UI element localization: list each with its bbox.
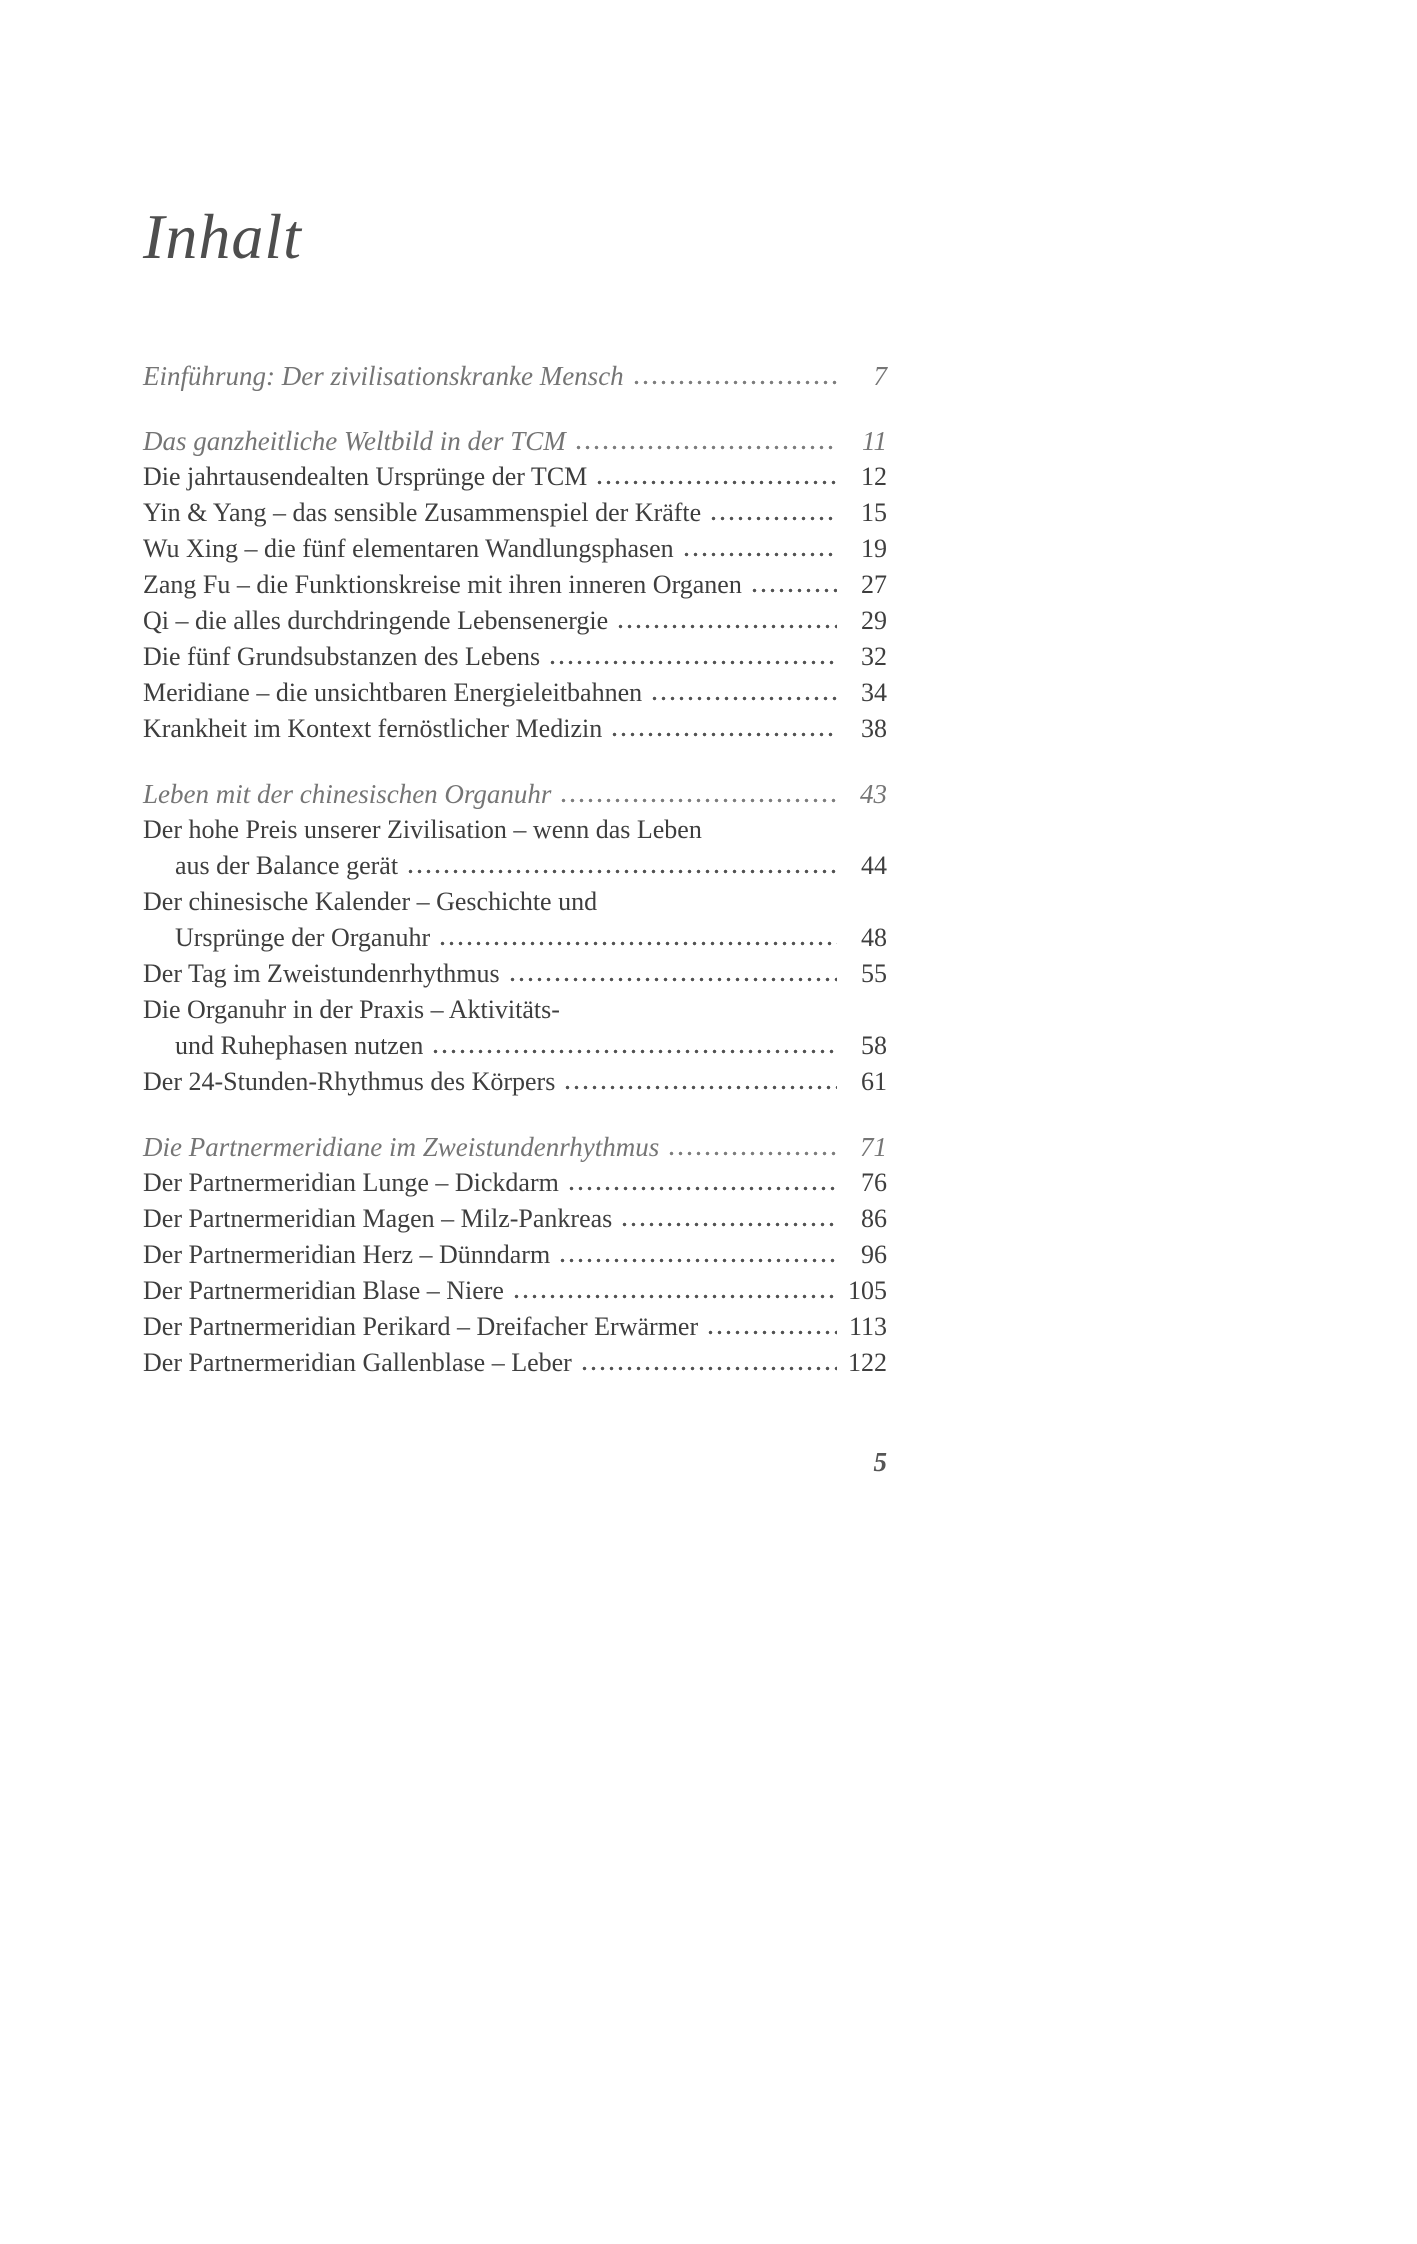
dotted-leader (632, 380, 837, 385)
toc-entry (143, 1201, 887, 1237)
section-heading-page: 71 (860, 1132, 887, 1163)
toc-entry-label: Der Partnermeridian Magen – Milz-Pankreas (143, 1204, 613, 1234)
dotted-leader (595, 480, 837, 485)
dotted-leader (610, 732, 837, 737)
dotted-leader (620, 1222, 837, 1227)
toc-entry-label: Meridiane – die unsichtbaren Energieleitbahnen (143, 678, 643, 708)
section-heading-label: Die Partnermeridiane im Zweistundenrhythmus (143, 1132, 660, 1163)
toc-entry (143, 675, 887, 711)
toc-section (143, 358, 887, 394)
toc-entry (143, 1309, 887, 1345)
toc-entry-label: Wu Xing – die fünf elementaren Wandlungsphasen (143, 534, 674, 564)
toc-entry (143, 1273, 887, 1309)
dotted-leader (406, 869, 837, 874)
toc-entry-page: 55 (861, 959, 887, 989)
dotted-leader (558, 1258, 837, 1263)
toc-entry-label: Ursprünge der Organuhr (175, 923, 431, 953)
section-heading (143, 358, 887, 394)
toc-entry (143, 639, 887, 675)
toc-entry-page: 122 (848, 1348, 887, 1378)
dotted-leader (567, 1186, 837, 1191)
toc-entry-page: 113 (848, 1312, 887, 1342)
section-heading (143, 1129, 887, 1165)
toc-entry (143, 956, 887, 992)
dotted-leader (548, 660, 837, 665)
toc-entry-label: Der Partnermeridian Perikard – Dreifacher Erwärmer (143, 1312, 699, 1342)
toc-entry-page: 29 (861, 606, 887, 636)
dotted-leader (750, 588, 837, 593)
toc-entry-label: Yin & Yang – das sensible Zusammenspiel der Kräfte (143, 498, 702, 528)
toc-entry-page: 48 (861, 923, 887, 953)
dotted-leader (682, 552, 837, 557)
toc-entry-page: 96 (861, 1240, 887, 1270)
toc-entry-label: Zang Fu – die Funktionskreise mit ihren inneren Organen (143, 570, 742, 600)
toc-entry-page: 27 (861, 570, 887, 600)
toc-entry-page: 76 (861, 1168, 887, 1198)
toc-entry-page: 34 (861, 678, 887, 708)
dotted-leader (512, 1294, 837, 1299)
dotted-leader (706, 1330, 837, 1335)
toc-entry-label: Der chinesische Kalender – Geschichte und (143, 887, 598, 917)
toc-entry (143, 812, 887, 848)
dotted-leader (667, 1151, 837, 1156)
footer-page-number: 5 (873, 1447, 887, 1477)
toc-entry (143, 459, 887, 495)
dotted-leader (559, 798, 837, 803)
toc-entry (143, 531, 887, 567)
dotted-leader (563, 1085, 837, 1090)
toc-entry-label: Qi – die alles durchdringende Lebensenergie (143, 606, 609, 636)
toc-entry-page: 15 (861, 498, 887, 528)
toc-entry (143, 920, 887, 956)
dotted-leader (616, 624, 837, 629)
toc-entry-page: 105 (848, 1276, 887, 1306)
section-heading-page: 11 (862, 426, 887, 457)
toc-entry (143, 711, 887, 747)
toc-entry-label: Der Tag im Zweistundenrhythmus (143, 959, 500, 989)
section-heading (143, 423, 887, 459)
section-heading-label: Einführung: Der zivilisationskranke Mensch (143, 361, 624, 392)
toc-entry-page: 58 (861, 1031, 887, 1061)
toc-entry-page: 44 (861, 851, 887, 881)
section-heading-label: Das ganzheitliche Weltbild in der TCM (143, 426, 566, 457)
toc-entry-page: 38 (861, 714, 887, 744)
toc-entry-label: aus der Balance gerät (175, 851, 399, 881)
section-heading-label: Leben mit der chinesischen Organuhr (143, 779, 552, 810)
section-heading-page: 7 (873, 361, 887, 392)
toc-section (143, 423, 887, 747)
dotted-leader (508, 977, 837, 982)
toc-entry-label: und Ruhephasen nutzen (175, 1031, 424, 1061)
toc-entry-label: Der Partnermeridian Blase – Niere (143, 1276, 504, 1306)
toc-entry-page: 61 (861, 1067, 887, 1097)
toc-entry-page: 32 (861, 642, 887, 672)
toc-entry (143, 848, 887, 884)
toc-entry-page: 12 (861, 462, 887, 492)
toc-entry-label: Die fünf Grundsubstanzen des Lebens (143, 642, 541, 672)
section-heading-page: 43 (860, 779, 887, 810)
toc-entry-label: Krankheit im Kontext fernöstlicher Medizin (143, 714, 603, 744)
dotted-leader (580, 1366, 837, 1371)
toc-entry-page: 86 (861, 1204, 887, 1234)
dotted-leader (574, 445, 837, 450)
toc-entry (143, 1345, 887, 1381)
toc-entry (143, 1237, 887, 1273)
toc-entry-label: Der hohe Preis unserer Zivilisation – wenn das Leben (143, 815, 702, 845)
dotted-leader (650, 696, 837, 701)
toc-entry-page: 19 (861, 534, 887, 564)
toc-entry-label: Der Partnermeridian Herz – Dünndarm (143, 1240, 551, 1270)
toc-entry-label: Der 24-Stunden-Rhythmus des Körpers (143, 1067, 556, 1097)
toc-entry (143, 1028, 887, 1064)
toc (143, 358, 887, 1381)
toc-entry (143, 603, 887, 639)
section-heading (143, 776, 887, 812)
dotted-leader (431, 1049, 837, 1054)
toc-entry (143, 567, 887, 603)
toc-content (143, 203, 887, 1381)
toc-entry (143, 884, 887, 920)
toc-entry (143, 495, 887, 531)
toc-entry (143, 992, 887, 1028)
toc-entry (143, 1165, 887, 1201)
toc-section (143, 1129, 887, 1381)
dotted-leader (438, 941, 837, 946)
toc-entry-label: Der Partnermeridian Gallenblase – Leber (143, 1348, 572, 1378)
toc-section (143, 776, 887, 1100)
toc-entry-label: Der Partnermeridian Lunge – Dickdarm (143, 1168, 559, 1198)
dotted-leader (709, 516, 837, 521)
toc-entry-label: Die Organuhr in der Praxis – Aktivitäts- (143, 995, 560, 1025)
toc-entry (143, 1064, 887, 1100)
page-title: Inhalt (143, 201, 302, 272)
toc-entry-label: Die jahrtausendealten Ursprünge der TCM (143, 462, 588, 492)
